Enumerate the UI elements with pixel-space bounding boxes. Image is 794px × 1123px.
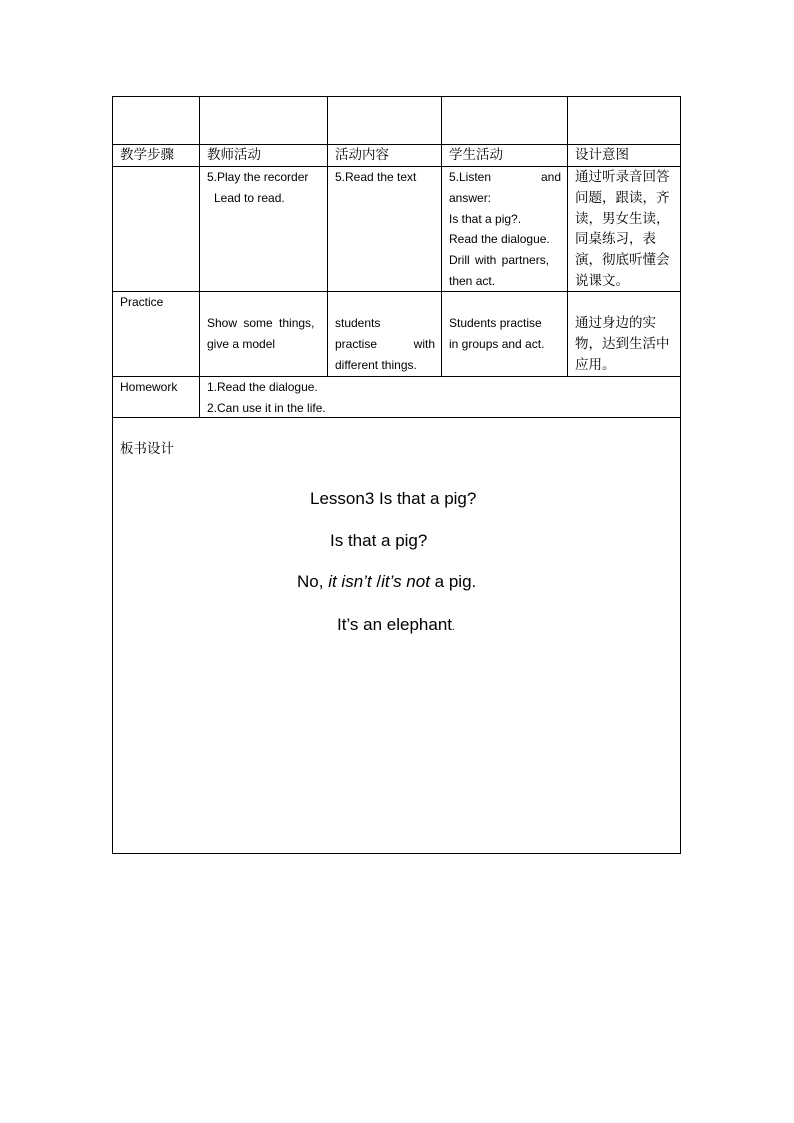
row1-teacher [207, 167, 323, 209]
text-line: then act. [449, 273, 496, 288]
board-question: Is that a pig? [330, 531, 428, 550]
text-line: Read the dialogue. [449, 232, 550, 247]
text-line: give a model [207, 336, 276, 351]
text-line: 读，男女生读， [575, 210, 670, 226]
text-line: Students practise [449, 316, 542, 330]
text-word: practise [335, 336, 378, 351]
answer-suffix: a pig. [429, 572, 477, 591]
text-line: 物，达到生活中 [575, 335, 670, 351]
text-line: 说课文。 [575, 272, 629, 288]
row2-intent [575, 313, 679, 375]
text-line: Is that a pig?. [449, 211, 522, 226]
header-teacher-activity: 教师活动 [207, 147, 261, 162]
text-line: 应用。 [575, 356, 616, 372]
text-line: 2.Can use it in the life. [207, 400, 326, 415]
header-step: 教学步骤 [120, 147, 174, 162]
header-activity-content: 活动内容 [335, 147, 389, 162]
text-line: 1.Read the dialogue. [207, 380, 318, 394]
text-line [335, 334, 435, 355]
header-design-intent: 设计意图 [575, 147, 629, 162]
text-line: 同桌练习，表 [575, 231, 656, 247]
text-line: in groups and act. [449, 336, 545, 351]
answer-italic-1: it isn’t [328, 572, 372, 591]
column-divider [199, 376, 200, 417]
lesson-plan-table [112, 96, 681, 854]
text-word: 5.Listen [449, 170, 492, 184]
text-line: different things. [335, 357, 417, 372]
text-line: students [335, 316, 381, 330]
answer-separator: / [371, 572, 382, 591]
row2-teacher [207, 313, 321, 355]
text-line [449, 167, 561, 188]
row2-student [449, 313, 561, 355]
text-line: 演，彻底听懂会 [575, 252, 670, 268]
conclusion-period: . [452, 622, 455, 633]
row2-content [335, 313, 435, 375]
column-divider [327, 97, 328, 376]
row3-step: Homework [120, 380, 178, 394]
board-label: 板书设计 [120, 441, 174, 456]
column-divider [441, 97, 442, 376]
row2-step: Practice [120, 295, 164, 309]
text-word: with [413, 336, 435, 351]
text-line: 5.Play the recorder [207, 170, 309, 184]
conclusion-text: It’s an elephant [337, 615, 452, 634]
answer-italic-2: it’s not [381, 572, 430, 591]
board-conclusion [337, 615, 455, 635]
header-student-activity: 学生活动 [449, 147, 503, 162]
column-divider [567, 97, 568, 376]
text-word: and [540, 170, 561, 184]
text-line: 通过听录音回答 [575, 169, 670, 184]
row1-intent [575, 167, 679, 292]
board-title: Lesson3 Is that a pig? [310, 489, 477, 508]
row1-student [449, 167, 561, 292]
text-line: Show some things, [207, 316, 315, 330]
text-line: 通过身边的实 [575, 315, 656, 330]
answer-prefix: No, [297, 572, 329, 591]
text-line: Lead to read. [214, 190, 285, 205]
column-divider [199, 97, 200, 376]
text-line: 问题，跟读，齐 [575, 189, 670, 205]
text-line: Drill with partners, [449, 253, 550, 268]
row1-content [335, 167, 435, 188]
board-answer [297, 572, 476, 592]
row3-teacher [207, 377, 667, 419]
text-line: answer: [449, 190, 492, 205]
text-line: 5.Read the text [335, 170, 417, 184]
